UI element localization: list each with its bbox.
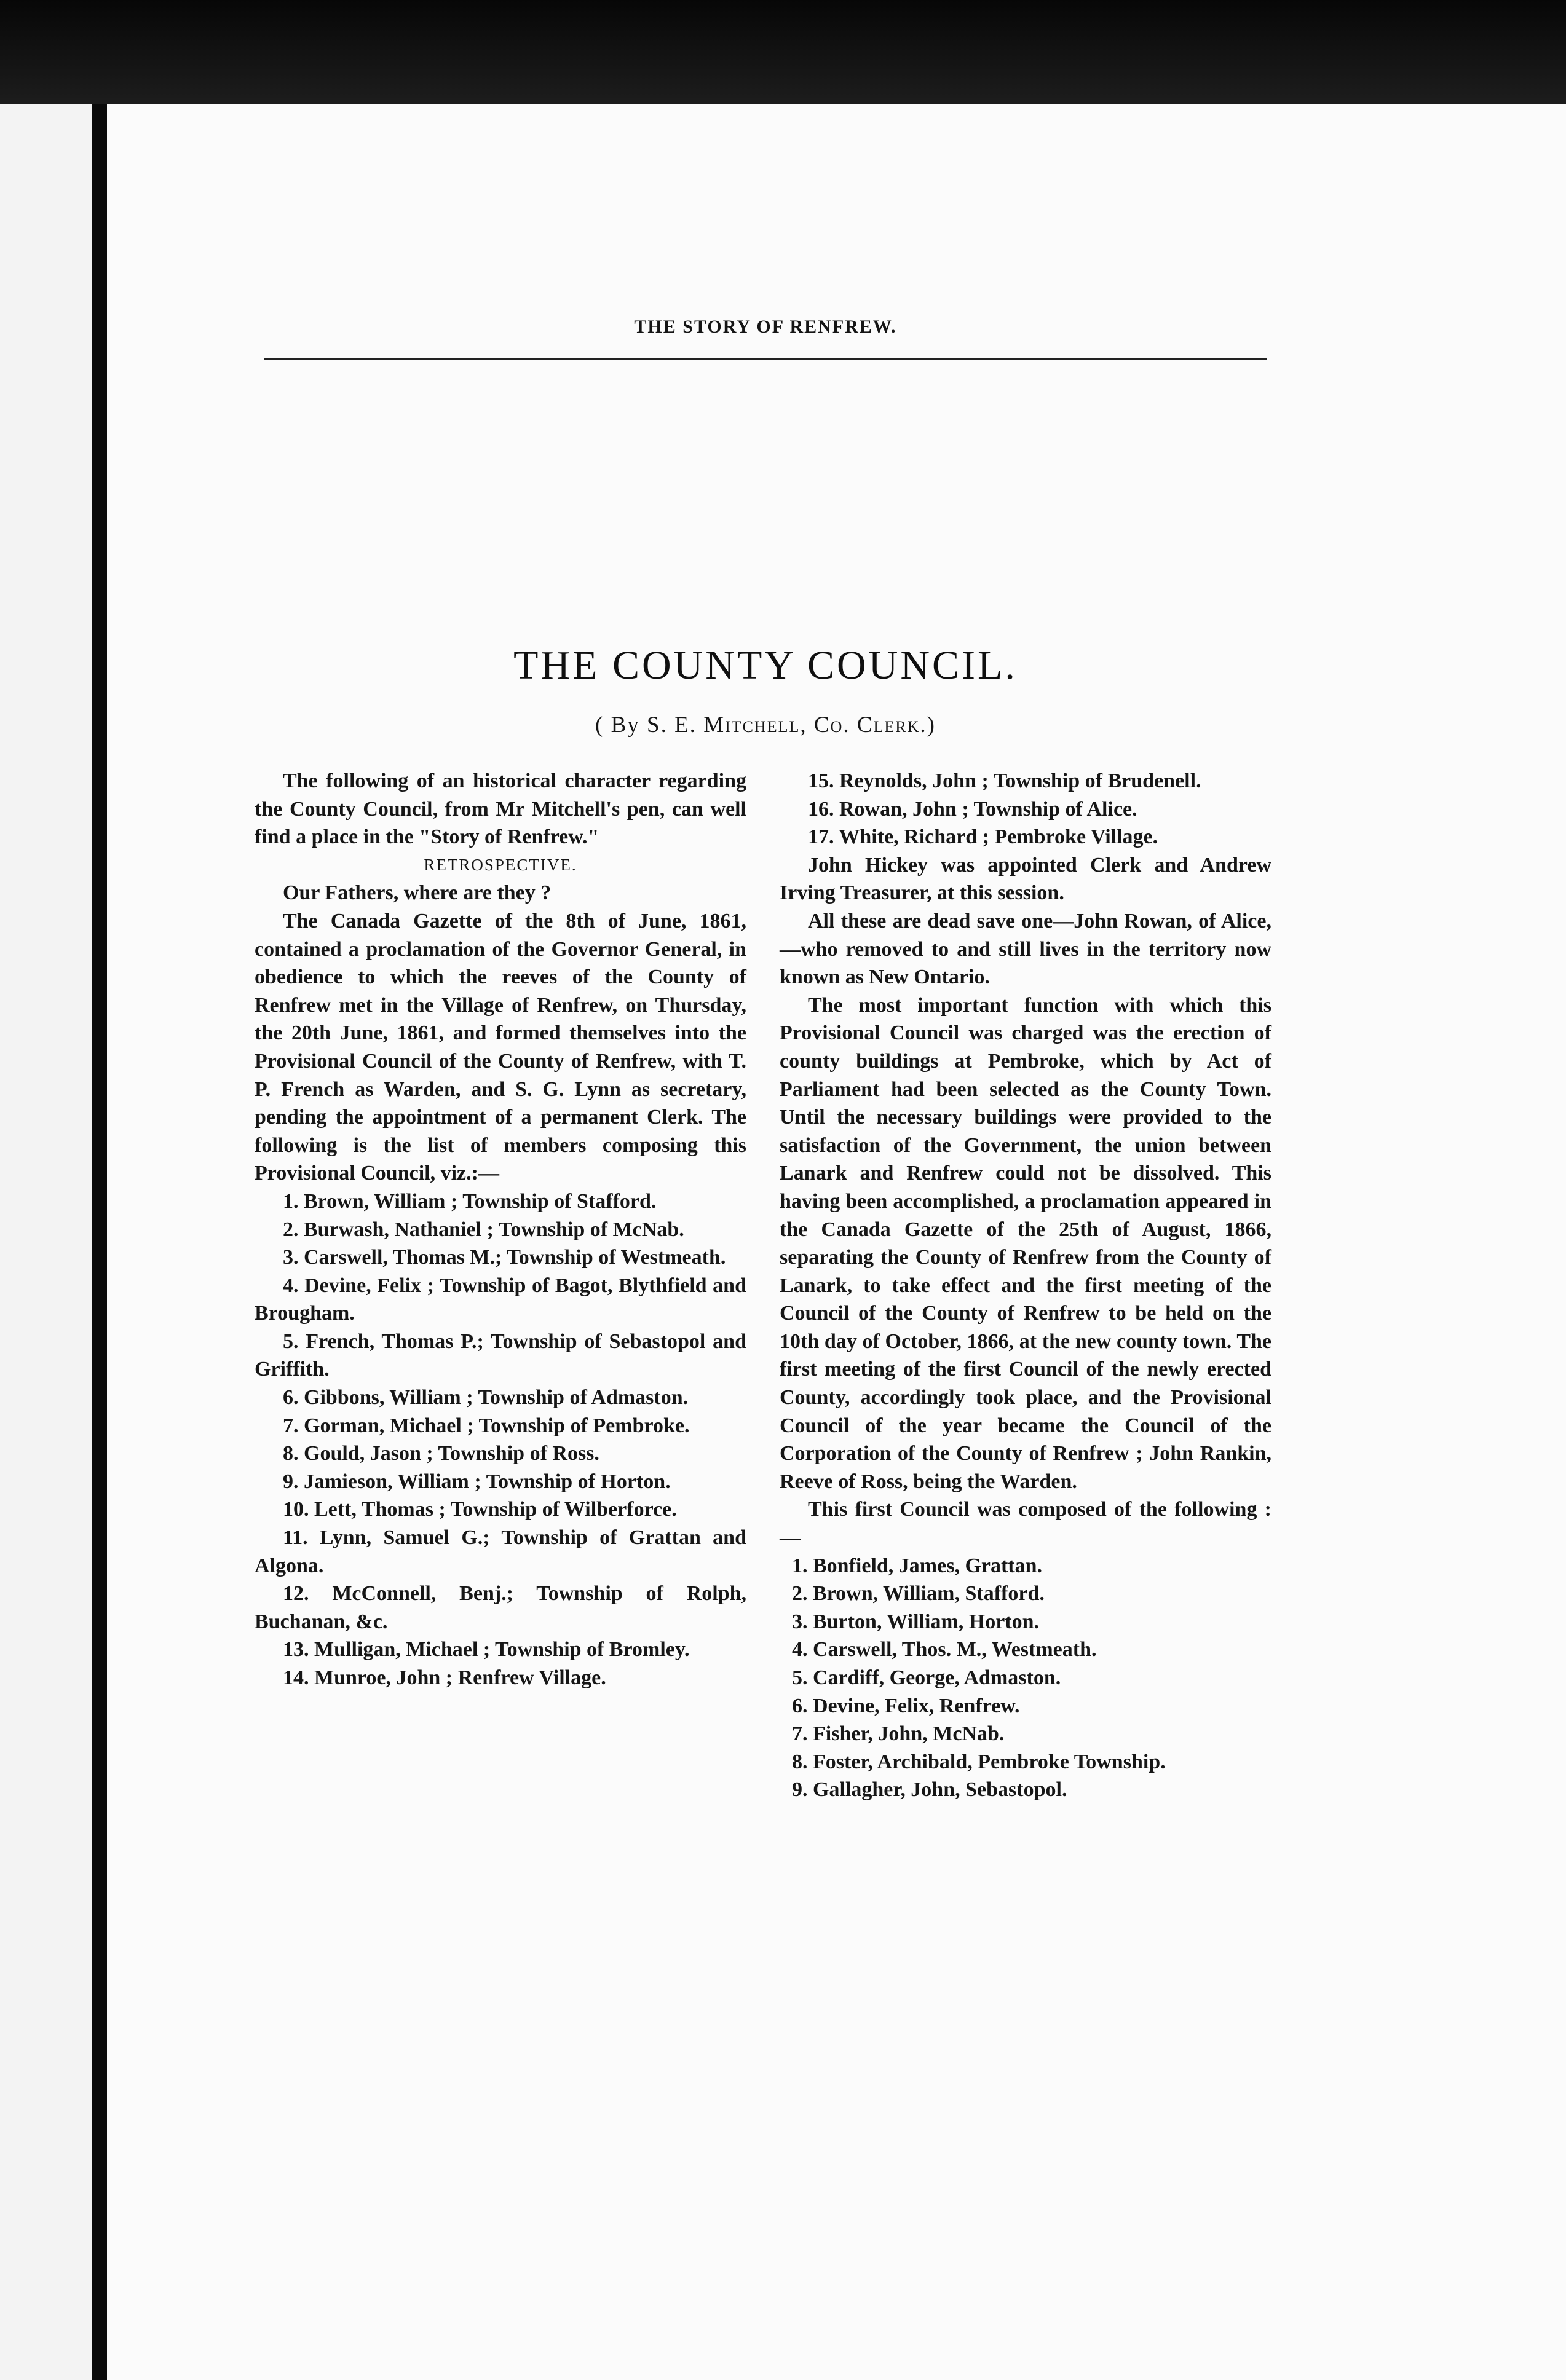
chapter-title: THE COUNTY COUNCIL. [513,643,1018,688]
list-item: 8. Gould, Jason ; Township of Ross. [283,1442,599,1465]
list-item: 11. Lynn, Samuel G.; Township of Grattan and Algona. [255,1526,746,1577]
list-item: 3. Carswell, Thomas M.; Township of Westmeath. [283,1246,726,1269]
list-item: 16. Rowan, John ; Township of Alice. [808,797,1137,821]
list-item: 8. Foster, Archibald, Pembroke Township. [792,1750,1166,1773]
list-item: 10. Lett, Thomas ; Township of Wilberforce. [283,1498,677,1521]
byline [264,712,1267,738]
byline-name: Mitchell, [703,712,807,738]
list-item: 5. Cardiff, George, Admaston. [792,1666,1061,1689]
question-line: Our Fathers, where are they ? [283,881,552,905]
byline-open: ( By S. E. [595,712,697,738]
header-rule [264,358,1267,360]
byline-title: Co. Clerk.) [813,712,936,738]
scan-border-top [0,0,1566,111]
list-item: 7. Fisher, John, McNab. [792,1722,1005,1746]
list-item: 7. Gorman, Michael ; Township of Pembroke. [283,1414,690,1437]
list-item: 6. Gibbons, William ; Township of Admaston. [283,1386,689,1409]
list-item: 2. Brown, William, Stafford. [792,1582,1045,1606]
function-paragraph: The most important function with which this Provisional Council was charged was the erection of county buildings at Pembroke, which by Act of Parliament had been selected as the County Town. Until the necessary buildings were provided to the satisfaction of the Government, the union between Lanark and Renfrew could not be dissolved. This having been accomplished, a proclamation appeared in the Canada Gazette of the 25th of August, 1866, separating the County of Renfrew from the County of Lanark, to take effect and the first meeting of the Council of the County of Renfrew to be held on the 10th day of October, 1866, at the new county town. The first meeting of the first Council of the newly erected County, accordingly took place, and the Provisional Council of the year became the Council of the Corporation of the County of Renfrew ; John Rankin, Reeve of Ross, being the Warden. [780,993,1271,1493]
list-item: 5. French, Thomas P.; Township of Sebastopol and Griffith. [255,1330,746,1381]
first-council-intro: This first Council was composed of the following :— [780,1498,1271,1550]
list-item: 6. Devine, Felix, Renfrew. [792,1694,1020,1717]
list-item: 13. Mulligan, Michael ; Township of Bromley. [283,1638,690,1661]
intro-paragraph: The following of an historical character regarding the County Council, from Mr Mitchell's pen, can well find a place in the "Story of Renfrew." [255,770,746,849]
list-item: 2. Burwash, Nathaniel ; Township of McNab. [283,1218,684,1241]
left-column [255,767,746,1692]
section-heading: RETROSPECTIVE. [424,855,577,874]
scan-margin-left [0,104,92,2380]
list-item: 1. Brown, William ; Township of Stafford. [283,1189,657,1213]
list-item: 3. Burton, William, Horton. [792,1610,1040,1633]
gazette-paragraph: The Canada Gazette of the 8th of June, 1861, contained a proclamation of the Governor General, in obedience to which the reeves of the County of Renfrew met in the Village of Renfrew, on Thursday, the 20th June, 1861, and formed themselves into the Provisional Council of the County of Renfrew, with T. P. French as Warden, and S. G. Lynn as secretary, pending the appointment of a permanent Clerk. The following is the list of members composing this Provisional Council, viz.:— [255,909,746,1185]
right-column [780,767,1271,1804]
running-head: THE STORY OF RENFREW. [634,317,897,337]
list-item: 14. Munroe, John ; Renfrew Village. [283,1666,606,1689]
rowan-paragraph: All these are dead save one—John Rowan, of Alice,—who removed to and still lives in the territory now known as New Ontario. [780,909,1271,989]
list-item: 9. Gallagher, John, Sebastopol. [792,1778,1067,1802]
list-item: 1. Bonfield, James, Grattan. [792,1554,1043,1577]
list-item: 17. White, Richard ; Pembroke Village. [808,826,1158,849]
list-item: 15. Reynolds, John ; Township of Brudenell. [808,770,1201,792]
list-item: 12. McConnell, Benj.; Township of Rolph, Buchanan, &c. [255,1582,746,1633]
list-item: 4. Devine, Felix ; Township of Bagot, Blythfield and Brougham. [255,1274,746,1325]
hickey-paragraph: John Hickey was appointed Clerk and Andrew Irving Treasurer, at this session. [780,853,1271,905]
list-item: 4. Carswell, Thos. M., Westmeath. [792,1638,1097,1661]
list-item: 9. Jamieson, William ; Township of Horton. [283,1470,671,1493]
